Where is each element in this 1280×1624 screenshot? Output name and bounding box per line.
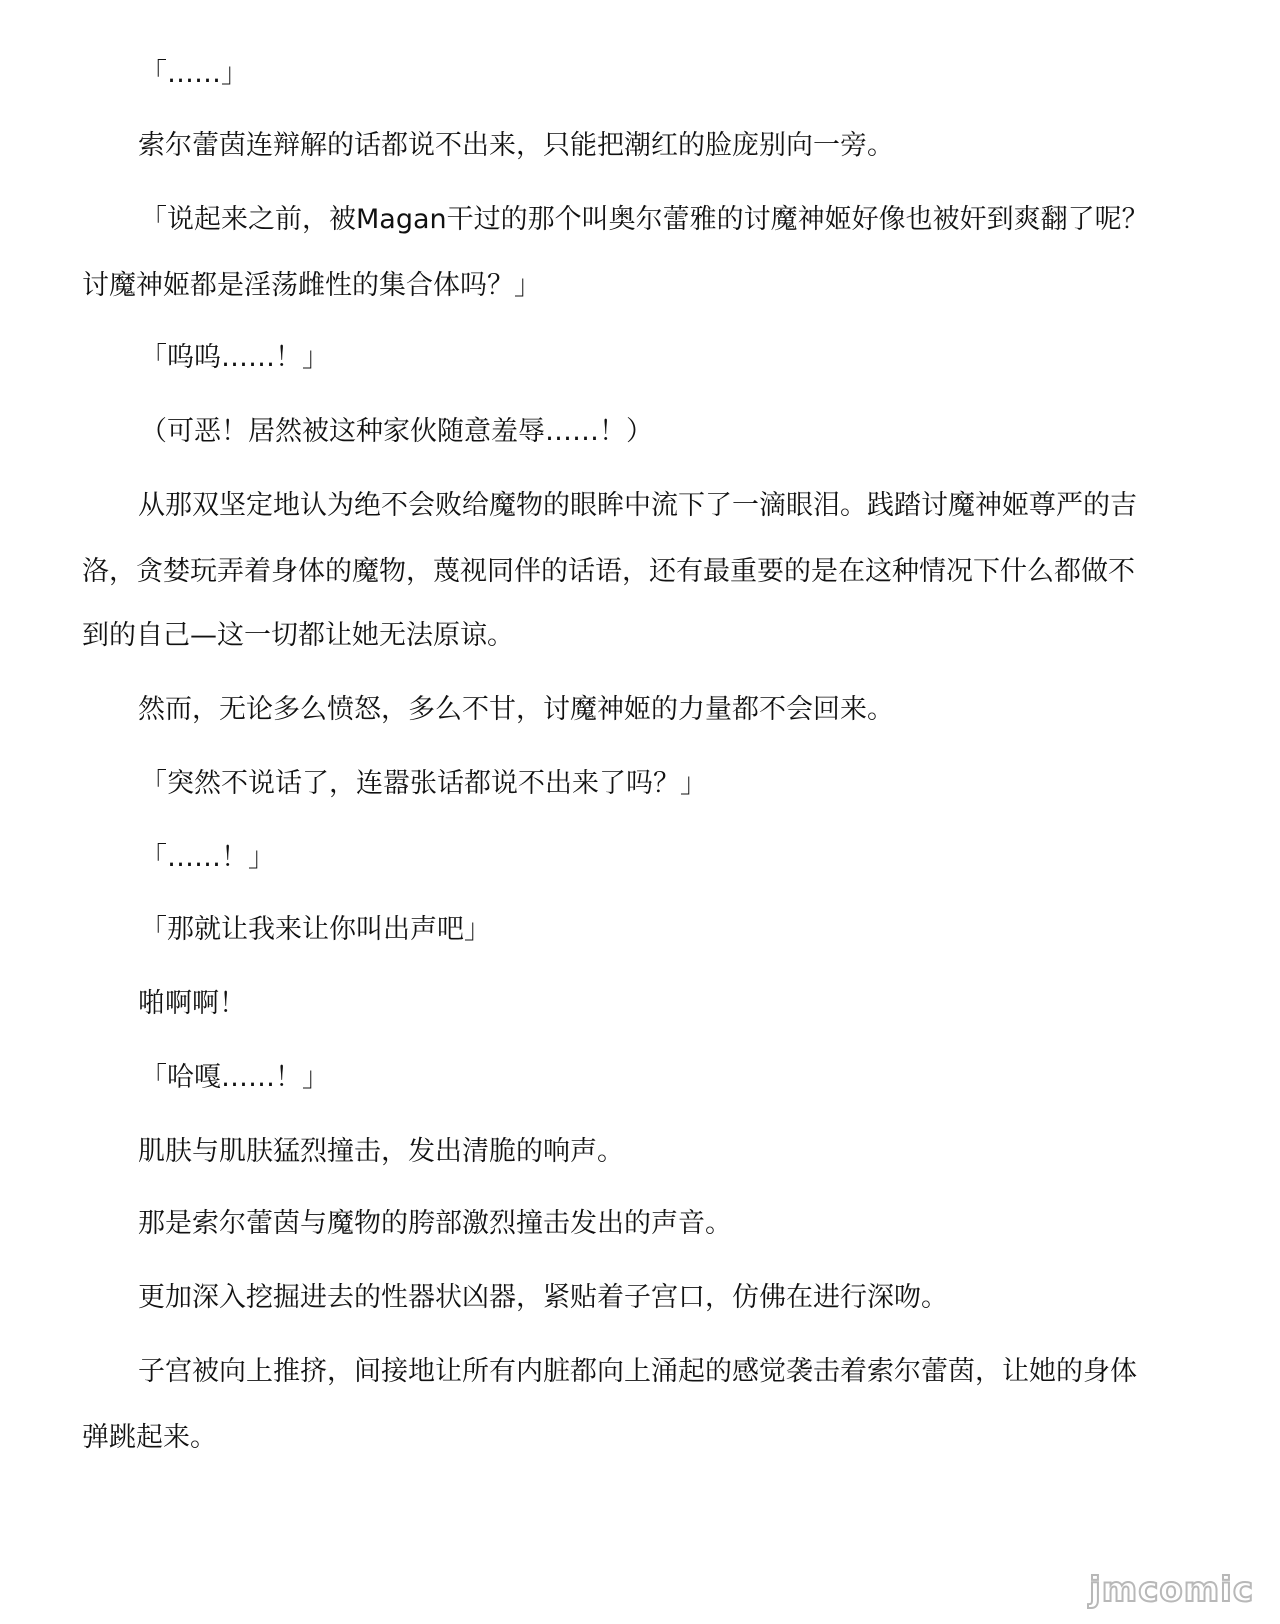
text-line: 讨魔神姬都是淫荡雌性的集合体吗？」 xyxy=(82,270,541,301)
text-line: 更加深入挖掘进去的性器状凶器，紧贴着子宫口，仿佛在进行深吻。 xyxy=(138,1282,948,1313)
text-line: 「哈嘎……！」 xyxy=(140,1062,329,1093)
text-line: 然而，无论多么愤怒，多么不甘，讨魔神姬的力量都不会回来。 xyxy=(138,694,894,725)
text-line: 到的自己—这一切都让她无法原谅。 xyxy=(82,620,514,651)
text-line: 那是索尔蕾茵与魔物的胯部激烈撞击发出的声音。 xyxy=(138,1208,732,1239)
text-line: 啪啊啊！ xyxy=(138,988,246,1019)
text-line: 弹跳起来。 xyxy=(82,1422,217,1453)
text-line: 「呜呜……！」 xyxy=(140,342,329,373)
text-line: 「说起来之前，被Magan干过的那个叫奥尔蕾雅的讨魔神姬好像也被奸到爽翻了呢？ xyxy=(140,204,1149,235)
text-line: 「……！」 xyxy=(140,842,275,873)
text-line: 索尔蕾茵连辩解的话都说不出来，只能把潮红的脸庞别向一旁。 xyxy=(138,130,894,161)
text-line: 子宫被向上推挤，间接地让所有内脏都向上涌起的感觉袭击着索尔蕾茵，让她的身体 xyxy=(138,1356,1137,1387)
text-line: 洛，贪婪玩弄着身体的魔物，蔑视同伴的话语，还有最重要的是在这种情况下什么都做不 xyxy=(82,556,1135,587)
text-line: 从那双坚定地认为绝不会败给魔物的眼眸中流下了一滴眼泪。践踏讨魔神姬尊严的吉 xyxy=(138,490,1137,521)
text-line: 「……」 xyxy=(140,58,248,89)
watermark-logo: jmcomic xyxy=(1089,1570,1254,1610)
text-line: 「突然不说话了，连嚣张话都说不出来了吗？」 xyxy=(140,768,707,799)
text-line: 肌肤与肌肤猛烈撞击，发出清脆的响声。 xyxy=(138,1136,624,1167)
text-line: （可恶！居然被这种家伙随意羞辱……！） xyxy=(140,416,653,447)
text-line: 「那就让我来让你叫出声吧」 xyxy=(140,914,491,945)
